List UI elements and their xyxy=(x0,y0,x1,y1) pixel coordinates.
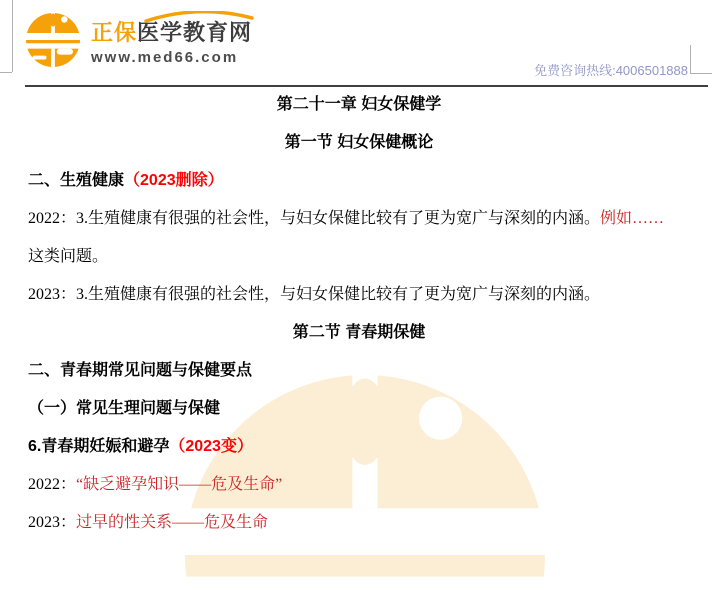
year-label: 2023： xyxy=(28,514,77,531)
preg-2023-red: 过早的性关系——危及生命 xyxy=(76,514,269,531)
year-label: 2022： xyxy=(28,210,77,227)
brand-name xyxy=(91,21,252,45)
section2-title: 第二节 青春期保健 xyxy=(292,324,426,341)
pregnancy-heading xyxy=(28,428,690,466)
preg-2022-red: “缺乏避孕知识——危及生命” xyxy=(76,476,283,493)
repro-2023-line xyxy=(28,276,690,314)
repro-2022-red-wrap: 这类问题。 xyxy=(28,248,109,265)
physio-heading: （一）常见生理问题与保健 xyxy=(28,400,221,417)
year-label: 2023： xyxy=(28,286,77,303)
hotline-text: 免费咨询热线:4006501888 xyxy=(534,63,688,78)
repro-2022-text: 3.生殖健康有很强的社会性，与妇女保健比较有了更为宽广与深刻的内涵。 xyxy=(76,210,601,227)
repro-2022-line xyxy=(28,200,690,238)
brand-name-highlight: 正保 xyxy=(91,20,138,45)
med66-logo-icon xyxy=(26,13,80,67)
brand-url: www.med66.com xyxy=(91,49,239,66)
section1-title: 第一节 妇女保健概论 xyxy=(284,134,434,151)
preg-2023-line xyxy=(28,504,690,542)
repro-2023-text: 3.生殖健康有很强的社会性，与妇女保健比较有了更为宽广与深刻的内涵。 xyxy=(76,286,601,303)
brand-text xyxy=(91,13,252,66)
brand-name-rest: 医学教育网 xyxy=(137,20,253,45)
pregnancy-heading-tag: （2023变） xyxy=(169,438,253,455)
document-body xyxy=(28,86,690,542)
page-header xyxy=(0,0,712,85)
year-label: 2022： xyxy=(28,476,77,493)
header-divider xyxy=(25,85,708,87)
brand-swoosh-icon xyxy=(143,11,255,23)
repro-2022-red: 例如…… xyxy=(600,210,665,227)
chapter-title: 第二十一章 妇女保健学 xyxy=(276,96,442,113)
preg-2022-line xyxy=(28,466,690,504)
repro-heading-tag: （2023删除） xyxy=(124,172,224,189)
pregnancy-heading-text: 6.青春期妊娠和避孕 xyxy=(28,438,170,455)
puberty-heading: 二、青春期常见问题与保健要点 xyxy=(28,362,253,379)
repro-heading xyxy=(28,162,690,200)
repro-heading-text: 二、生殖健康 xyxy=(28,172,125,189)
brand-logo xyxy=(26,13,252,67)
